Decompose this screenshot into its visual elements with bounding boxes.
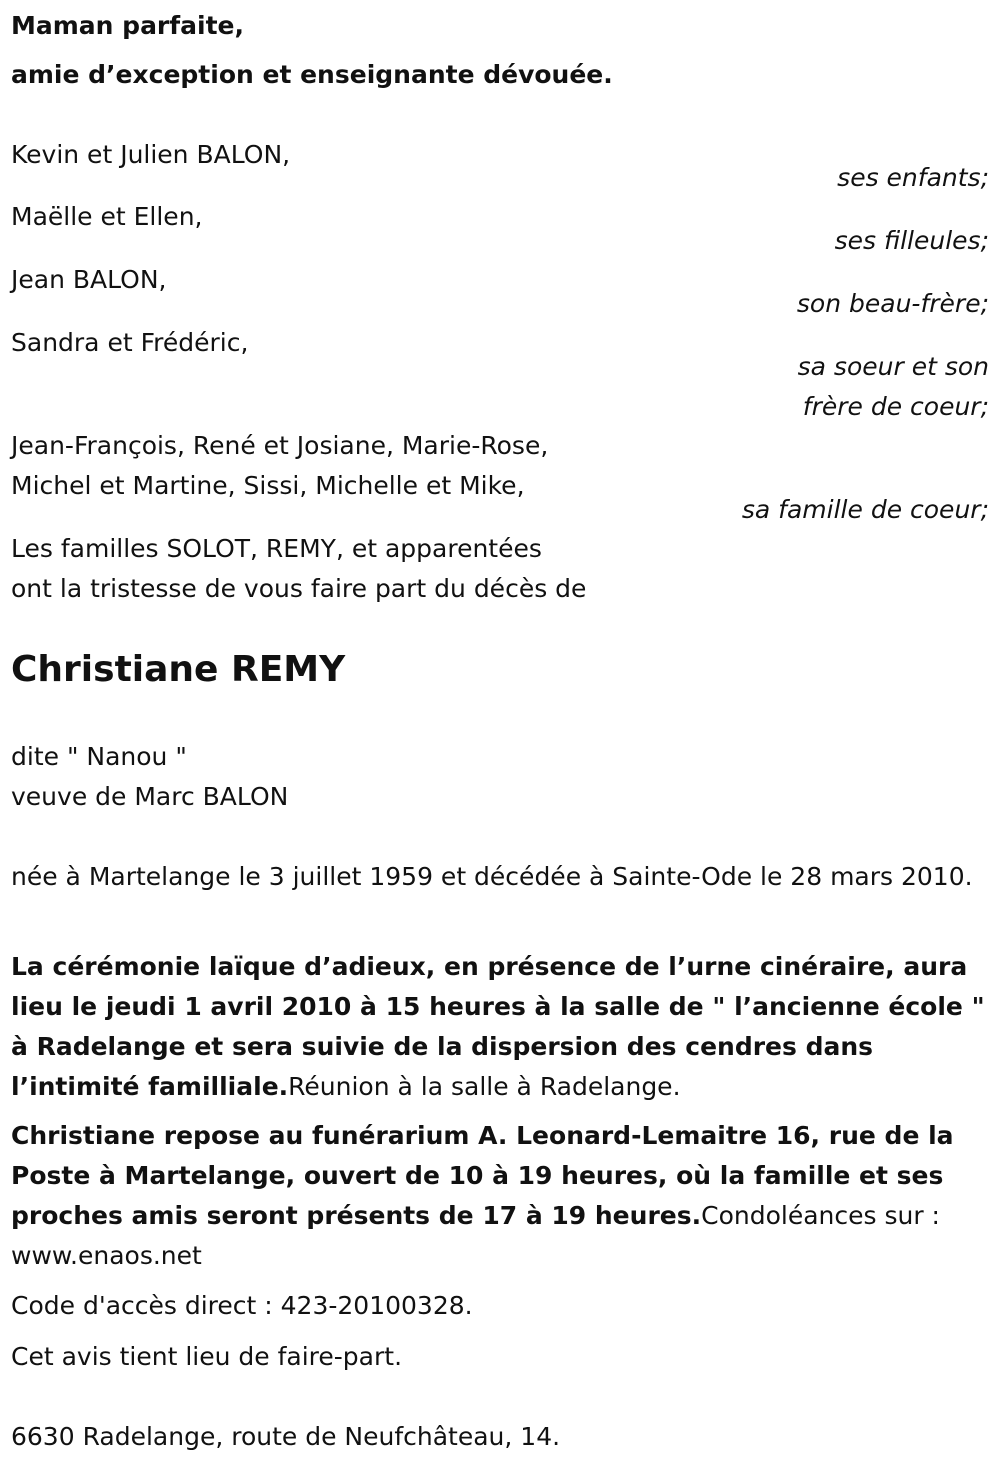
family-names-goddaughters: Maëlle et Ellen, — [11, 202, 203, 231]
family-names-heart-family-2: Michel et Martine, Sissi, Michelle et Mike, — [11, 471, 525, 500]
funerarium-paragraph — [11, 1116, 986, 1276]
birth-death-text: née à Martelange le 3 juillet 1959 et décédée à Sainte-Ode le 28 mars 2010. — [11, 862, 973, 891]
family-relation-heart-family: sa famille de coeur; — [741, 495, 989, 524]
address-text: 6630 Radelange, route de Neufchâteau, 14. — [11, 1422, 561, 1451]
family-relation-heart-siblings-1: sa soeur et son — [797, 352, 989, 381]
family-relation-goddaughters: ses filleules; — [834, 226, 989, 255]
ceremony-details: La cérémonie laïque d’adieux, en présence de l’urne cinéraire, aura lieu le jeudi 1 avril 2010 à 15 heures à la salle de " l’ancienne école " à Radelange et sera suivie de la dispersion des cendres dans l’intimité familliale. — [11, 952, 985, 1101]
funerarium-details: Christiane repose au funérarium A. Leonard-Lemaitre 16, rue de la Poste à Martelange, ouvert de 10 à 19 heures, où la famille et ses proches amis seront présents de 17 à 19 heures. — [11, 1121, 954, 1230]
intro-line-1: Maman parfaite, — [11, 11, 244, 40]
deceased-widow-of: veuve de Marc BALON — [11, 782, 289, 811]
family-relation-children: ses enfants; — [837, 163, 989, 192]
intro-line-2: amie d’exception et enseignante dévouée. — [11, 60, 613, 89]
condolences-text: Condoléances sur : www.enaos.net — [11, 1201, 940, 1270]
ceremony-paragraph — [11, 947, 986, 1107]
family-names-brother-in-law: Jean BALON, — [11, 265, 167, 294]
access-code: Code d'accès direct : 423-20100328. — [11, 1291, 473, 1320]
announcement-line-2: ont la tristesse de vous faire part du décès de — [11, 574, 587, 603]
family-names-heart-family-1: Jean-François, René et Josiane, Marie-Rose, — [11, 431, 549, 460]
family-names-heart-siblings: Sandra et Frédéric, — [11, 328, 249, 357]
deceased-name: Christiane REMY — [11, 649, 346, 690]
ceremony-reunion: Réunion à la salle à Radelange. — [288, 1072, 681, 1101]
family-relation-brother-in-law: son beau-frère; — [796, 289, 989, 318]
notice-text: Cet avis tient lieu de faire-part. — [11, 1342, 403, 1371]
family-names-children: Kevin et Julien BALON, — [11, 140, 291, 169]
family-relation-heart-siblings-2: frère de coeur; — [802, 392, 989, 421]
deceased-nickname: dite " Nanou " — [11, 742, 187, 771]
announcement-line-1: Les familles SOLOT, REMY, et apparentées — [11, 534, 542, 563]
